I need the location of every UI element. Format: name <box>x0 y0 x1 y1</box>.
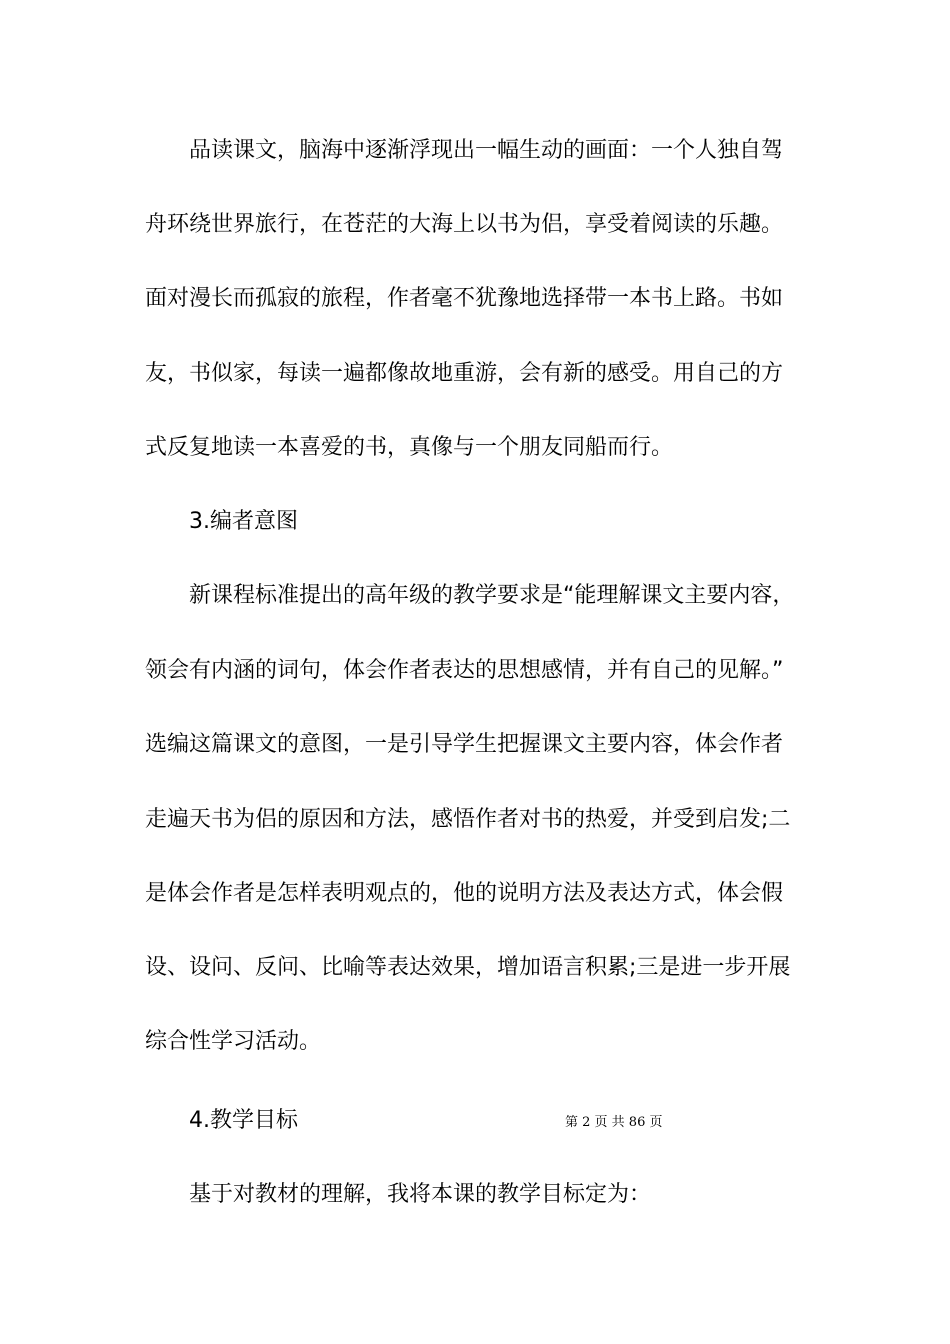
paragraph-1-line-4: 友，书似家，每读一遍都像故地重游，会有新的感受。用自己的方 <box>145 361 784 386</box>
page-number: 第 2 页 共 86 页 <box>565 1115 663 1130</box>
paragraph-2-line-5: 是体会作者是怎样表明观点的，他的说明方法及表达方式，体会假 <box>145 881 784 906</box>
paragraph-3-line-1: 基于对教材的理解，我将本课的教学目标定为： <box>189 1182 652 1207</box>
section-heading-3: 3.编者意图 <box>189 509 298 534</box>
paragraph-2-line-6: 设、设问、反问、比喻等表达效果，增加语言积累;三是进一步开展 <box>145 955 791 980</box>
paragraph-1-line-1: 品读课文，脑海中逐渐浮现出一幅生动的画面：一个人独自驾 <box>189 138 784 163</box>
section-heading-4: 4.教学目标 <box>189 1108 298 1133</box>
paragraph-2-line-3: 选编这篇课文的意图，一是引导学生把握课文主要内容，体会作者 <box>145 732 784 757</box>
paragraph-2-line-7: 综合性学习活动。 <box>145 1029 322 1054</box>
paragraph-2-line-4: 走遍天书为侣的原因和方法，感悟作者对书的热爱，并受到启发;二 <box>145 807 791 832</box>
paragraph-1-line-2: 舟环绕世界旅行，在苍茫的大海上以书为侣，享受着阅读的乐趣。 <box>145 212 784 237</box>
paragraph-2-line-1: 新课程标准提出的高年级的教学要求是“能理解课文主要内容， <box>189 583 795 608</box>
paragraph-1-line-5: 式反复地读一本喜爱的书，真像与一个朋友同船而行。 <box>145 435 674 460</box>
paragraph-1-line-3: 面对漫长而孤寂的旅程，作者毫不犹豫地选择带一本书上路。书如 <box>145 286 784 311</box>
paragraph-2-line-2: 领会有内涵的词句，体会作者表达的思想感情，并有自己的见解。” <box>145 658 784 683</box>
